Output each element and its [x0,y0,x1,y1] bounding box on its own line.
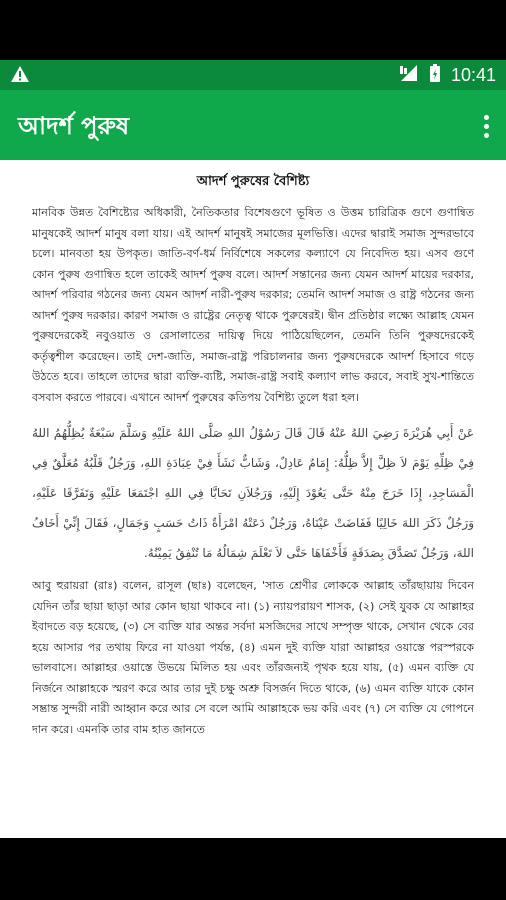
warning-icon [10,65,30,87]
app-bar [0,90,506,160]
article-content[interactable] [0,160,506,838]
status-bar [0,60,506,90]
signal-icon [399,64,419,86]
app-title: আদর্শ পুরুষ [18,112,130,140]
arabic-hadith: عَنْ أَبِي هُرَيْرَةَ رَضِيَ اللهُ عَنْهُ قَالَ قَالَ رَسُوْلُ اللهِ صَلَّى اللهُ عَلَيْهِ وَسَلَّمَ سَبْعَةٌ يُظِلُّهُمُ اللهُ فِيْ ظِلِّهِ يَوْمَ لاَ ظِلَّ إِلاَّ ظِلُّهُ: إِمَامٌ عَادِلٌ، وَشَابٌّ نَشَأَ فِيْ عِبَادَةِ اللهِ، وَرَجُلٌ قَلْبُهُ مُعَلَّقٌ فِي الْمَسَاجِدِ، إِذَا خَرَجَ مِنْهُ حَتَّى يَعُوْدَ إِلَيْهِ، وَرَجُلاَنِ تَحَابَّا فِي اللهِ اجْتَمَعَا عَلَيْهِ وَتَفَرَّقَا عَلَيْهِ، وَرَجُلٌ ذَكَرَ اللهَ خَالِيًا فَفَاضَتْ عَيْنَاهُ، وَرَجُلٌ دَعَتْهُ امْرَأَةٌ ذَاتُ حَسَبٍ وَجَمَالٍ، فَقَالَ إِنِّيْ أَخَافُ اللهَ، وَرَجُلٌ تَصَدَّقَ بِصَدَقَةٍ فَأَخْفَاهَا حَتَّى لاَ تَعْلَمَ شِمَالُهُ مَا تُنْفِقُ يَمِيْنُهُ. [32,426,474,560]
article-heading: আদর্শ পুরুষের বৈশিষ্ট্য [196,174,310,189]
article-paragraph-1: মানবিক উন্নত বৈশিষ্ট্যের অধিকারী, নৈতিকতার বিশেষগুণে ভূষিত ও উত্তম চারিত্রিক গুণে গুণান্বিত মানুষকেই আদর্শ মানুষ বলা যায়। এই আদর্শ মানুষই সমাজের মূলভিত্তি। এদের দ্বারাই সমাজ সুন্দরভাবে চলে। মানবতা হয় উপকৃত। জাতি-বর্ণ-ধর্ম নির্বিশেষে সকলের কল্যাণে যে নিবেদিত হয়। এসব গুণে কোন পুরুষ গুণান্বিত হলে তাকেই আদর্শ পুরুষ বলে। আদর্শ সন্তানের জন্য যেমন আদর্শ মায়ের দরকার, আদর্শ পরিবার গঠনের জন্য যেমন আদর্শ নারী-পুরুষ দরকার; তেমনি আদর্শ সমাজ ও রাষ্ট্র গঠনের জন্য আদর্শ পুরুষ দরকার। কারণ সমাজ ও রাষ্ট্রের নেতৃত্ব থাকে পুরুষেরই। দ্বীন প্রতিষ্ঠার লক্ষ্যে আল্লাহ যেমন পুরুষদেরকেই নবুওয়াত ও রেসালাতের দায়িত্ব দিয়ে পাঠিয়েছিলেন, তেমনি তিনি পুরুষদেরকেই কর্তৃত্বশীল করেছেন। তাই দেশ-জাতি, সমাজ-রাষ্ট্র পরিচালনার জন্য পুরুষদেরকে আদর্শ হিসাবে গড়ে উঠতে হবে। তাহলে তাদের দ্বারা ব্যক্তি-ব্যষ্টি, সমাজ-রাষ্ট্র সবাই কল্যাণ লাভ করবে, সবাই সুখ-শান্তিতে বসবাস করতে পারবে। এখানে আদর্শ পুরুষের কতিপয় বৈশিষ্ট্য তুলে ধরা হল। [32,206,474,404]
more-vert-icon[interactable] [480,112,492,140]
status-time: 10:41 [450,64,496,85]
battery-icon [429,63,441,87]
article-paragraph-2: আবু হুরায়রা (রাঃ) বলেন, রাসূল (ছাঃ) বলেছেন, 'সাত শ্রেণীর লোককে আল্লাহ তাঁরছায়ায় দিবেন যেদিন তাঁর ছায়া ছাড়া আর কোন ছায়া থাকবে না। (১) ন্যায়পরায়ণ শাসক, (২) সেই যুবক যে আল্লাহর ইবাদতে বড় হয়েছে, (৩) সে ব্যক্তি যার অন্তর সর্বদা মসজিদের সাথে সম্পৃক্ত থাকে, সেখান থেকে বের হয়ে আসার পর তথায় ফিরে না যাওয়া পর্যন্ত, (৪) এমন দুই ব্যক্তি যারা আল্লাহর ওয়াস্তে পরস্পরকে ভালবাসে। আল্লাহর ওয়াস্তে উভয়ে মিলিত হয় এবং তাঁরজন্যই পৃথক হয়ে যায়, (৫) এমন ব্যক্তি যে নির্জনে আল্লাহকে স্মরণ করে আর তার দুই চক্ষু অশ্রু বিসর্জন দিতে থাকে, (৬) এমন ব্যক্তি যাকে কোন সম্ভ্রান্ত সুন্দরী নারী আহ্বান করে আর সে বলে আমি আল্লাহকে ভয় করি এবং (৭) সে ব্যক্তি যে গোপনে দান করে। এমনকি তার বাম হাত জানতে [32,579,474,736]
